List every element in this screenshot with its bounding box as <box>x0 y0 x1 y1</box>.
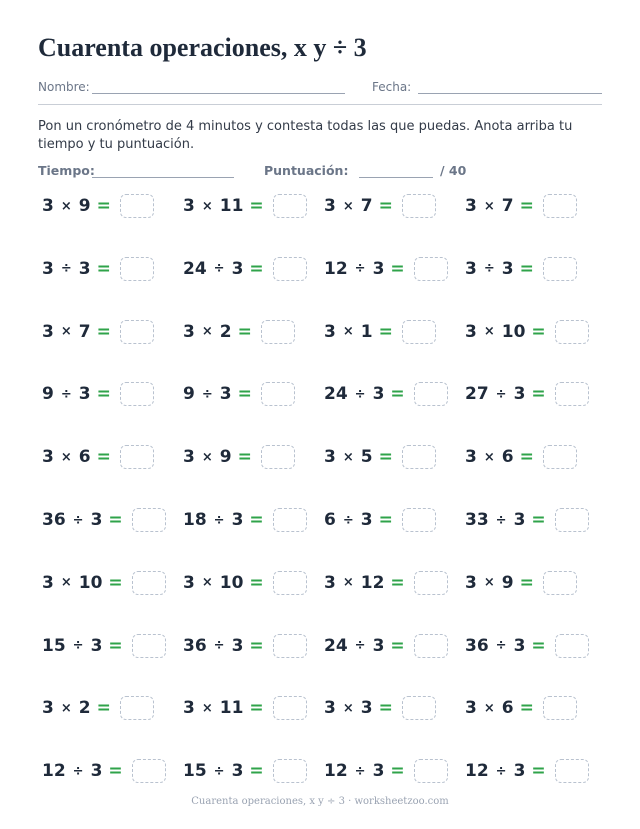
divide-sign: ÷ <box>354 763 366 779</box>
operand-b: 3 <box>513 635 526 656</box>
divide-sign: ÷ <box>342 512 354 528</box>
divide-sign: ÷ <box>354 261 366 277</box>
answer-box[interactable] <box>261 382 295 406</box>
equals-sign: = <box>249 510 264 530</box>
operand-a: 36 <box>465 635 489 656</box>
operand-b: 3 <box>513 510 526 530</box>
divide-sign: ÷ <box>60 386 72 402</box>
answer-box[interactable] <box>543 194 577 218</box>
answer-box[interactable] <box>414 571 448 595</box>
equals-sign: = <box>519 258 534 279</box>
operand-a: 18 <box>183 510 207 530</box>
equals-sign: = <box>249 196 264 216</box>
operand-a: 3 <box>42 258 54 279</box>
times-sign: × <box>483 198 495 214</box>
operand-b: 2 <box>78 698 91 719</box>
problem-30 <box>183 632 307 660</box>
operand-b: 3 <box>90 761 103 782</box>
times-sign: × <box>342 449 354 465</box>
equals-sign: = <box>96 321 111 342</box>
operand-a: 3 <box>324 572 336 593</box>
operand-a: 3 <box>324 447 336 468</box>
problem-32 <box>465 632 589 660</box>
times-sign: × <box>483 575 495 591</box>
equals-sign: = <box>531 510 546 530</box>
operand-a: 33 <box>465 510 489 530</box>
equals-sign: = <box>108 510 123 530</box>
divide-sign: ÷ <box>72 512 84 528</box>
answer-box[interactable] <box>414 759 448 783</box>
divide-sign: ÷ <box>495 386 507 402</box>
divide-sign: ÷ <box>213 763 225 779</box>
operand-b: 3 <box>360 510 373 530</box>
operand-b: 3 <box>231 635 244 656</box>
operand-a: 15 <box>183 761 207 782</box>
operand-b: 3 <box>360 698 373 719</box>
operand-a: 3 <box>183 321 195 342</box>
answer-box[interactable] <box>555 382 589 406</box>
instructions-text: Pon un cronómetro de 4 minutos y contesta todas las que puedas. Anota arriba tu tiempo y tu puntuación. <box>38 119 573 152</box>
equals-sign: = <box>390 258 405 279</box>
divide-sign: ÷ <box>201 386 213 402</box>
problem-5 <box>42 255 154 283</box>
operand-b: 3 <box>231 258 244 279</box>
equals-sign: = <box>108 635 123 656</box>
problem-8 <box>465 255 577 283</box>
answer-box[interactable] <box>555 508 589 532</box>
operand-a: 15 <box>42 635 66 656</box>
answer-box[interactable] <box>414 634 448 658</box>
date-label: Fecha: <box>372 80 412 94</box>
operand-a: 3 <box>42 447 54 468</box>
operand-a: 12 <box>324 258 348 279</box>
operand-b: 9 <box>78 196 91 216</box>
answer-box[interactable] <box>261 320 295 344</box>
operand-b: 9 <box>219 447 232 468</box>
problem-10 <box>183 318 295 346</box>
operand-b: 3 <box>372 258 385 279</box>
operand-a: 3 <box>324 196 336 216</box>
equals-sign: = <box>531 321 546 342</box>
operand-b: 1 <box>360 321 373 342</box>
answer-box[interactable] <box>273 571 307 595</box>
times-sign: × <box>483 700 495 716</box>
answer-box[interactable] <box>543 696 577 720</box>
equals-sign: = <box>108 572 123 593</box>
answer-box[interactable] <box>273 508 307 532</box>
times-sign: × <box>60 700 72 716</box>
times-sign: × <box>60 575 72 591</box>
operand-b: 3 <box>513 761 526 782</box>
operand-a: 3 <box>42 572 54 593</box>
problem-24 <box>465 506 589 534</box>
problem-20 <box>465 443 577 471</box>
equals-sign: = <box>390 635 405 656</box>
divide-sign: ÷ <box>495 512 507 528</box>
operand-a: 3 <box>183 196 195 216</box>
problem-33 <box>42 694 154 722</box>
operand-a: 27 <box>465 384 489 405</box>
divide-sign: ÷ <box>72 638 84 654</box>
problem-7 <box>324 255 448 283</box>
problem-15 <box>324 380 448 408</box>
equals-sign: = <box>96 258 111 279</box>
problem-21 <box>42 506 166 534</box>
operand-a: 6 <box>324 510 336 530</box>
equals-sign: = <box>249 761 264 782</box>
equals-sign: = <box>96 447 111 468</box>
equals-sign: = <box>519 698 534 719</box>
operand-a: 3 <box>183 572 195 593</box>
problem-6 <box>183 255 307 283</box>
operand-b: 3 <box>372 761 385 782</box>
operand-a: 3 <box>42 196 54 216</box>
score-label: Puntuación: <box>264 163 349 178</box>
equals-sign: = <box>249 572 264 593</box>
equals-sign: = <box>96 698 111 719</box>
operand-b: 10 <box>78 572 103 593</box>
problem-22 <box>183 506 307 534</box>
times-sign: × <box>60 198 72 214</box>
problem-34 <box>183 694 307 722</box>
divide-sign: ÷ <box>354 386 366 402</box>
problem-38 <box>183 757 307 785</box>
equals-sign: = <box>378 196 393 216</box>
equals-sign: = <box>249 635 264 656</box>
problem-37 <box>42 757 166 785</box>
operand-b: 5 <box>360 447 373 468</box>
operand-a: 3 <box>183 447 195 468</box>
equals-sign: = <box>96 384 111 405</box>
operand-b: 3 <box>513 384 526 405</box>
equals-sign: = <box>378 698 393 719</box>
problem-27 <box>324 569 448 597</box>
answer-box[interactable] <box>132 759 166 783</box>
problem-31 <box>324 632 448 660</box>
equals-sign: = <box>96 196 111 216</box>
operand-a: 9 <box>183 384 195 405</box>
answer-box[interactable] <box>543 257 577 281</box>
answer-box[interactable] <box>402 194 436 218</box>
operand-b: 3 <box>78 384 91 405</box>
times-sign: × <box>201 575 213 591</box>
answer-box[interactable] <box>555 759 589 783</box>
operand-a: 3 <box>465 447 477 468</box>
times-sign: × <box>201 449 213 465</box>
equals-sign: = <box>531 384 546 405</box>
operand-b: 3 <box>372 635 385 656</box>
equals-sign: = <box>390 572 405 593</box>
times-sign: × <box>483 324 495 340</box>
answer-box[interactable] <box>555 634 589 658</box>
divide-sign: ÷ <box>495 763 507 779</box>
times-sign: × <box>342 198 354 214</box>
times-sign: × <box>201 324 213 340</box>
operand-a: 24 <box>183 258 207 279</box>
answer-box[interactable] <box>402 696 436 720</box>
operand-a: 3 <box>465 572 477 593</box>
operand-b: 7 <box>501 196 514 216</box>
operand-b: 3 <box>90 635 103 656</box>
operand-a: 3 <box>42 698 54 719</box>
operand-b: 3 <box>219 384 232 405</box>
answer-box[interactable] <box>120 194 154 218</box>
problem-28 <box>465 569 577 597</box>
times-sign: × <box>60 449 72 465</box>
operand-a: 12 <box>42 761 66 782</box>
operand-b: 3 <box>501 258 514 279</box>
times-sign: × <box>201 700 213 716</box>
operand-a: 12 <box>465 761 489 782</box>
equals-sign: = <box>249 258 264 279</box>
operand-a: 24 <box>324 635 348 656</box>
equals-sign: = <box>519 196 534 216</box>
operand-a: 3 <box>465 698 477 719</box>
divide-sign: ÷ <box>60 261 72 277</box>
answer-box[interactable] <box>120 382 154 406</box>
operand-b: 3 <box>231 761 244 782</box>
answer-box[interactable] <box>261 445 295 469</box>
answer-box[interactable] <box>555 320 589 344</box>
operand-b: 2 <box>219 321 232 342</box>
answer-box[interactable] <box>402 445 436 469</box>
operand-a: 36 <box>183 635 207 656</box>
operand-b: 10 <box>501 321 526 342</box>
operand-b: 11 <box>219 196 244 216</box>
equals-sign: = <box>237 447 252 468</box>
answer-box[interactable] <box>132 571 166 595</box>
operand-a: 3 <box>42 321 54 342</box>
times-sign: × <box>201 198 213 214</box>
divide-sign: ÷ <box>483 261 495 277</box>
problem-26 <box>183 569 307 597</box>
operand-b: 6 <box>501 447 514 468</box>
answer-box[interactable] <box>120 257 154 281</box>
answer-box[interactable] <box>132 508 166 532</box>
answer-box[interactable] <box>273 696 307 720</box>
answer-box[interactable] <box>414 382 448 406</box>
operand-b: 7 <box>78 321 91 342</box>
equals-sign: = <box>237 321 252 342</box>
answer-box[interactable] <box>402 320 436 344</box>
answer-box[interactable] <box>273 194 307 218</box>
answer-box[interactable] <box>132 634 166 658</box>
equals-sign: = <box>108 761 123 782</box>
operand-a: 3 <box>183 698 195 719</box>
problem-23 <box>324 506 436 534</box>
equals-sign: = <box>378 510 393 530</box>
equals-sign: = <box>390 761 405 782</box>
answer-box[interactable] <box>414 257 448 281</box>
operand-b: 11 <box>219 698 244 719</box>
times-sign: × <box>342 700 354 716</box>
operand-b: 3 <box>231 510 244 530</box>
operand-b: 3 <box>90 510 103 530</box>
times-sign: × <box>342 575 354 591</box>
operand-a: 3 <box>324 321 336 342</box>
operand-b: 7 <box>360 196 373 216</box>
answer-box[interactable] <box>273 257 307 281</box>
operand-a: 3 <box>324 698 336 719</box>
name-label: Nombre: <box>38 80 90 94</box>
operand-b: 3 <box>372 384 385 405</box>
problem-35 <box>324 694 436 722</box>
operand-b: 3 <box>78 258 91 279</box>
answer-box[interactable] <box>273 634 307 658</box>
times-sign: × <box>60 324 72 340</box>
problem-16 <box>465 380 589 408</box>
operand-a: 12 <box>324 761 348 782</box>
operand-a: 9 <box>42 384 54 405</box>
answer-box[interactable] <box>120 445 154 469</box>
answer-box[interactable] <box>120 696 154 720</box>
problem-12 <box>465 318 589 346</box>
operand-a: 3 <box>465 196 477 216</box>
answer-box[interactable] <box>543 445 577 469</box>
divide-sign: ÷ <box>213 638 225 654</box>
problem-2 <box>183 192 307 220</box>
answer-box[interactable] <box>273 759 307 783</box>
equals-sign: = <box>249 698 264 719</box>
answer-box[interactable] <box>120 320 154 344</box>
divide-sign: ÷ <box>213 261 225 277</box>
equals-sign: = <box>378 321 393 342</box>
worksheet-title: Cuarenta operaciones, x y ÷ 3 <box>38 33 367 62</box>
problem-19 <box>324 443 436 471</box>
equals-sign: = <box>237 384 252 405</box>
problem-11 <box>324 318 436 346</box>
problem-18 <box>183 443 295 471</box>
equals-sign: = <box>531 761 546 782</box>
problem-13 <box>42 380 154 408</box>
times-sign: × <box>483 449 495 465</box>
divide-sign: ÷ <box>72 763 84 779</box>
operand-a: 36 <box>42 510 66 530</box>
problem-29 <box>42 632 166 660</box>
problem-25 <box>42 569 166 597</box>
problem-39 <box>324 757 448 785</box>
divide-sign: ÷ <box>495 638 507 654</box>
equals-sign: = <box>519 447 534 468</box>
times-sign: × <box>342 324 354 340</box>
problem-40 <box>465 757 589 785</box>
operand-b: 6 <box>78 447 91 468</box>
problem-14 <box>183 380 295 408</box>
score-total: / 40 <box>440 163 467 178</box>
operand-a: 24 <box>324 384 348 405</box>
time-label: Tiempo: <box>38 163 95 178</box>
operand-b: 9 <box>501 572 514 593</box>
equals-sign: = <box>378 447 393 468</box>
operand-b: 6 <box>501 698 514 719</box>
equals-sign: = <box>390 384 405 405</box>
problem-36 <box>465 694 577 722</box>
answer-box[interactable] <box>402 508 436 532</box>
operand-b: 12 <box>360 572 385 593</box>
problem-9 <box>42 318 154 346</box>
divide-sign: ÷ <box>354 638 366 654</box>
operand-a: 3 <box>465 321 477 342</box>
problem-4 <box>465 192 577 220</box>
equals-sign: = <box>519 572 534 593</box>
problem-3 <box>324 192 436 220</box>
operand-a: 3 <box>465 258 477 279</box>
problem-1 <box>42 192 154 220</box>
footer-credit: Cuarenta operaciones, x y ÷ 3 · worksheetzoo.com <box>191 796 449 807</box>
answer-box[interactable] <box>543 571 577 595</box>
divide-sign: ÷ <box>213 512 225 528</box>
problem-17 <box>42 443 154 471</box>
equals-sign: = <box>531 635 546 656</box>
operand-b: 10 <box>219 572 244 593</box>
